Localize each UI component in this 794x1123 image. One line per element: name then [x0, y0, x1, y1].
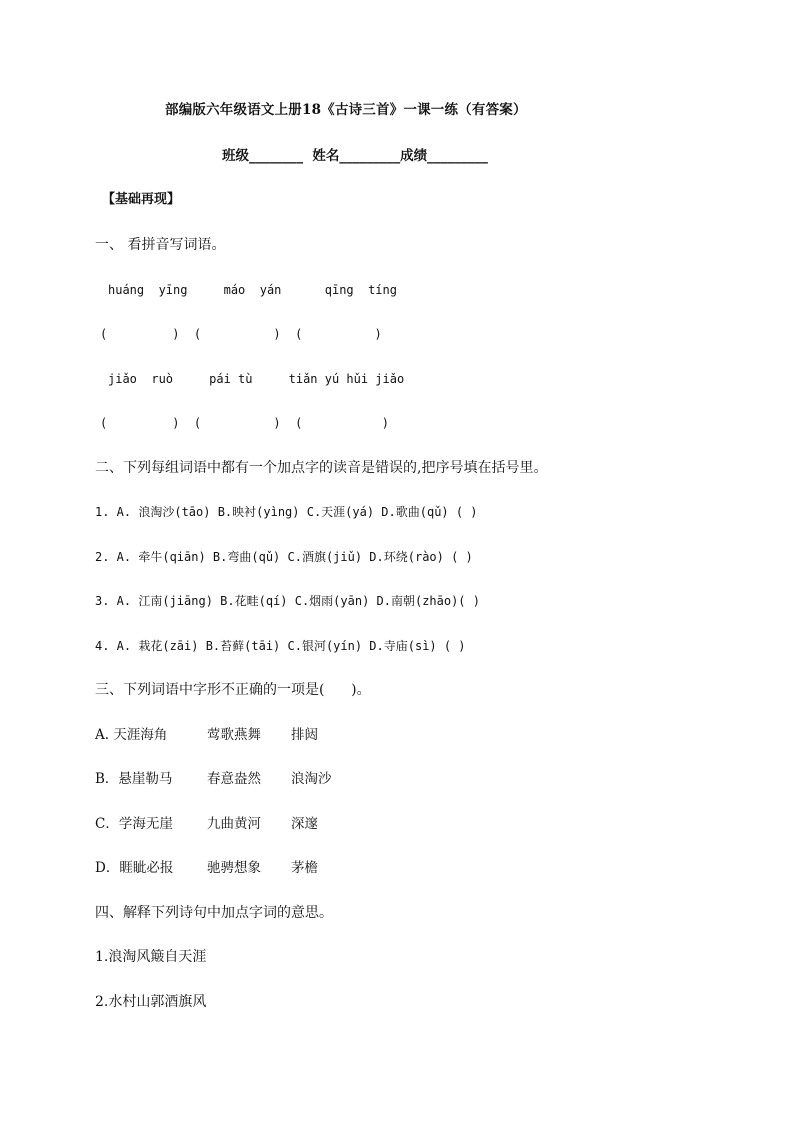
q3-option-word: 浪淘沙 — [291, 771, 332, 787]
q3-option-word: 九曲黄河 — [207, 816, 261, 832]
q1-pinyin-row-2: jiǎo ruò pái tù tiǎn yú hǔi jiǎo — [108, 372, 405, 386]
q2-item: 4. A. 栽花(zāi) B.苔藓(tāi) C.银河(yín) D.寺庙(sì) ( ) — [95, 639, 466, 653]
q2-item: 3. A. 江南(jiāng) B.花畦(qí) C.烟雨(yān) D.南朝(zhāo)( ) — [95, 594, 480, 608]
q3-option-word: 排闼 — [291, 727, 318, 743]
q2-item: 1. A. 浪淘沙(tāo) B.映衬(yìng) C.天涯(yá) D.歌曲(qǔ) ( ) — [95, 505, 478, 519]
student-info-line: 班级________ 姓名_________成绩_________ — [222, 148, 488, 164]
q3-option-word: 春意盎然 — [207, 771, 261, 787]
q3-option-label: C．学海无崖 — [95, 816, 173, 832]
q3-option-label: A. 天涯海角 — [95, 727, 168, 743]
document-title: 部编版六年级语文上册18《古诗三首》一课一练（有答案） — [165, 102, 527, 118]
q2-heading: 二、下列每组词语中都有一个加点字的读音是错误的,把序号填在括号里。 — [95, 460, 548, 476]
q3-option-word: 莺歌燕舞 — [207, 727, 261, 743]
q4-item: 2.水村山郭酒旗风 — [95, 994, 207, 1010]
section-label: 【基础再现】 — [102, 192, 181, 207]
q1-blank-row-1: ( ) ( ) ( ) — [100, 327, 382, 341]
q3-option-word: 茅檐 — [291, 860, 318, 876]
q3-option-label: B．悬崖勒马 — [95, 771, 173, 787]
q3-heading: 三、下列词语中字形不正确的一项是( )。 — [95, 682, 371, 698]
q3-option-label: D．睚眦必报 — [95, 860, 174, 876]
q2-item: 2. A. 牵牛(qiān) B.弯曲(qǔ) C.酒旗(jiǔ) D.环绕(rào) ( ) — [95, 550, 473, 564]
q4-heading: 四、解释下列诗句中加点字词的意思。 — [95, 905, 333, 921]
q3-option-word: 驰骋想象 — [207, 860, 261, 876]
q3-option-word: 深邃 — [291, 816, 318, 832]
q1-heading: 一、 看拼音写词语。 — [95, 237, 226, 253]
q1-blank-row-2: ( ) ( ) ( ) — [100, 416, 389, 430]
q4-item: 1.浪淘风簸自天涯 — [95, 949, 207, 965]
q1-pinyin-row-1: huáng yīng máo yán qīng tíng — [108, 283, 397, 297]
